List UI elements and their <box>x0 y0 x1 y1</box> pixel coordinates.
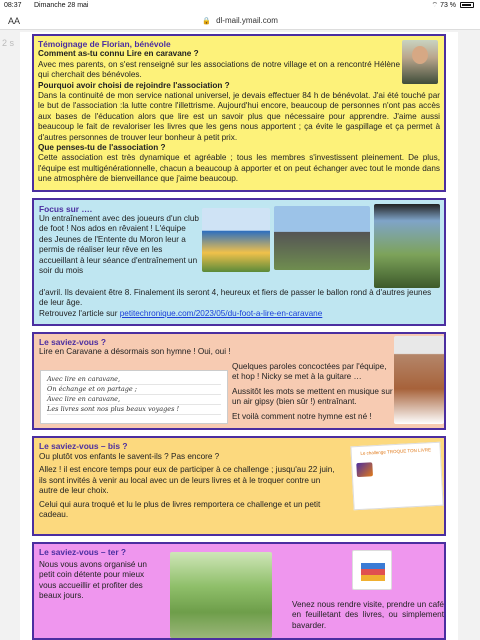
garden-table-photo <box>170 552 272 638</box>
lyric-line: On échange et on partage ; <box>47 385 221 395</box>
card-title: Le saviez-vous – bis ? <box>39 441 128 451</box>
challenge-paragraph: Celui qui aura troqué et lu le plus de livres remportera ce challenge et un petit cadeau. <box>39 499 321 520</box>
question-3: Que penses-tu de l'association ? <box>38 143 166 153</box>
card-title: Focus sur …. <box>39 204 93 214</box>
status-date: Dimanche 28 mai <box>34 2 89 9</box>
football-team-photo <box>202 208 270 272</box>
article-link[interactable]: petitechronique.com/2023/05/du-foot-a-lire-en-caravane <box>119 308 323 318</box>
challenge-paragraph: Allez ! il est encore temps pour eux de participer à ce challenge ; jusqu'au 22 juin, ils sont invités à venir au local avec un de leurs livres et à le troquer contre un autre de leur choix. <box>39 465 335 496</box>
card-detente <box>32 542 446 640</box>
battery-level: 73 % <box>440 2 457 9</box>
portrait-photo <box>402 40 438 84</box>
side-paragraph: Aussitôt les mots se mettent en musique sur un air gipsy (bien sûr !) entraînant. <box>232 386 393 407</box>
football-group-photo <box>274 206 370 270</box>
challenge-flyer <box>350 442 443 511</box>
side-paragraph: Quelques paroles concoctées par l'équipe, et hop ! Nicky se met à la guitare … <box>232 362 387 382</box>
question-1: Comment as-tu connu Lire en caravane ? <box>38 49 199 59</box>
question-2: Pourquoi avoir choisi de rejoindre l'association ? <box>38 80 230 90</box>
card-title: Le saviez-vous ? <box>39 337 107 347</box>
guitar-photo <box>394 336 444 424</box>
focus-text-2: d'avril. Ils devaient être 8. Finalement ils seront 4, heureux et fiers de passer le ballon rond à d'autres jeunes de leur âge. <box>39 288 432 308</box>
newsletter-page <box>20 32 458 640</box>
status-time: 08:37 <box>4 2 22 9</box>
side-paragraph: Et voilà comment notre hymne est né ! <box>232 411 372 421</box>
text-size-button[interactable]: AA <box>8 16 21 26</box>
answer-3: Cette association est très dynamique et agréable ; tous les membres s'investissent pleinement. De plus, l'équipe est multigénérationnelle, chacun a beaucoup à apporter et on peut échanger avec tout le monde dans une atmosphère de bienveillance que j'aime beaucoup. <box>38 153 440 184</box>
card-title: Témoignage de Florian, bénévole <box>38 39 171 49</box>
detente-invite: Venez nous rendre visite, prendre un café en feuilletant des livres, ou simplement bavarder. <box>292 600 444 630</box>
flyer-title: Le challenge TROQUE TON LIVRE <box>360 447 432 456</box>
phone-screenshot-photo <box>374 204 440 288</box>
answer-1: Avec mes parents, on s'est renseigné sur les associations de notre village et on a rencontré Hélène qui cherchait des bénévoles. <box>38 59 400 80</box>
link-prefix: Retrouvez l'article sur <box>39 308 118 318</box>
card-temoignage <box>32 34 446 192</box>
answer-2: Dans la continuité de mon service national universel, je devais effectuer 84 h de bénévolat. J'ai été touché par le but de l'association :la lutte contre l'illettrisme. Aujourd'hui encore, beaucoup de personnes n'ont pas accès aux bases de l'éducation alors que lire est un savoir plus que nécessaire pour apprendre. J'aime aussi beaucoup le fait de revaloriser les livres que les gens nous apportent ; ça évite le gaspillage et ça permet à d'autres personnes de trouver leur bonheur à petit prix. <box>38 91 440 142</box>
lyric-line: Les livres sont nos plus beaux voyages ! <box>47 405 221 415</box>
hymne-intro: Lire en Caravane a désormais son hymne ! Oui, oui ! <box>39 347 231 357</box>
challenge-paragraph: Ou plutôt vos enfants le savent-ils ? Pas encore ? <box>39 452 220 461</box>
books-icon <box>352 550 392 590</box>
status-right <box>432 0 474 12</box>
background-tab-label: 2 s <box>2 38 15 48</box>
url-text[interactable]: dl-mail.ymail.com <box>216 16 278 25</box>
battery-icon <box>460 2 474 8</box>
wifi-icon: ⌔ <box>431 2 439 9</box>
flyer-logo-icon <box>356 462 373 477</box>
lock-icon: 🔒 <box>202 18 211 25</box>
focus-text-continued <box>39 288 439 319</box>
status-bar <box>0 0 480 12</box>
detente-text: Nous vous avons organisé un petit coin détente pour mieux vous accueillir et profiter des beaux jours. <box>39 560 147 601</box>
card-hymne <box>32 332 446 430</box>
card-challenge <box>32 436 446 536</box>
lyrics-note <box>40 370 228 424</box>
card-title: Le saviez-vous – ter ? <box>39 547 127 557</box>
hymne-side-text <box>232 362 394 422</box>
challenge-text <box>39 452 339 523</box>
lyric-line: Avec lire en caravane, <box>47 375 221 385</box>
focus-text: Un entraînement avec des joueurs d'un club de foot ! Nos ados en rêvaient ! L'équipe des Jeunes de l'Entente du Moron leur a permis de réaliser leur rêve en les accueillant à leur séance d'entraînement un soir du mois <box>39 214 199 276</box>
lyric-line: Avec lire en caravane, <box>47 395 221 405</box>
card-focus <box>32 198 446 326</box>
url-bar[interactable] <box>0 12 480 30</box>
